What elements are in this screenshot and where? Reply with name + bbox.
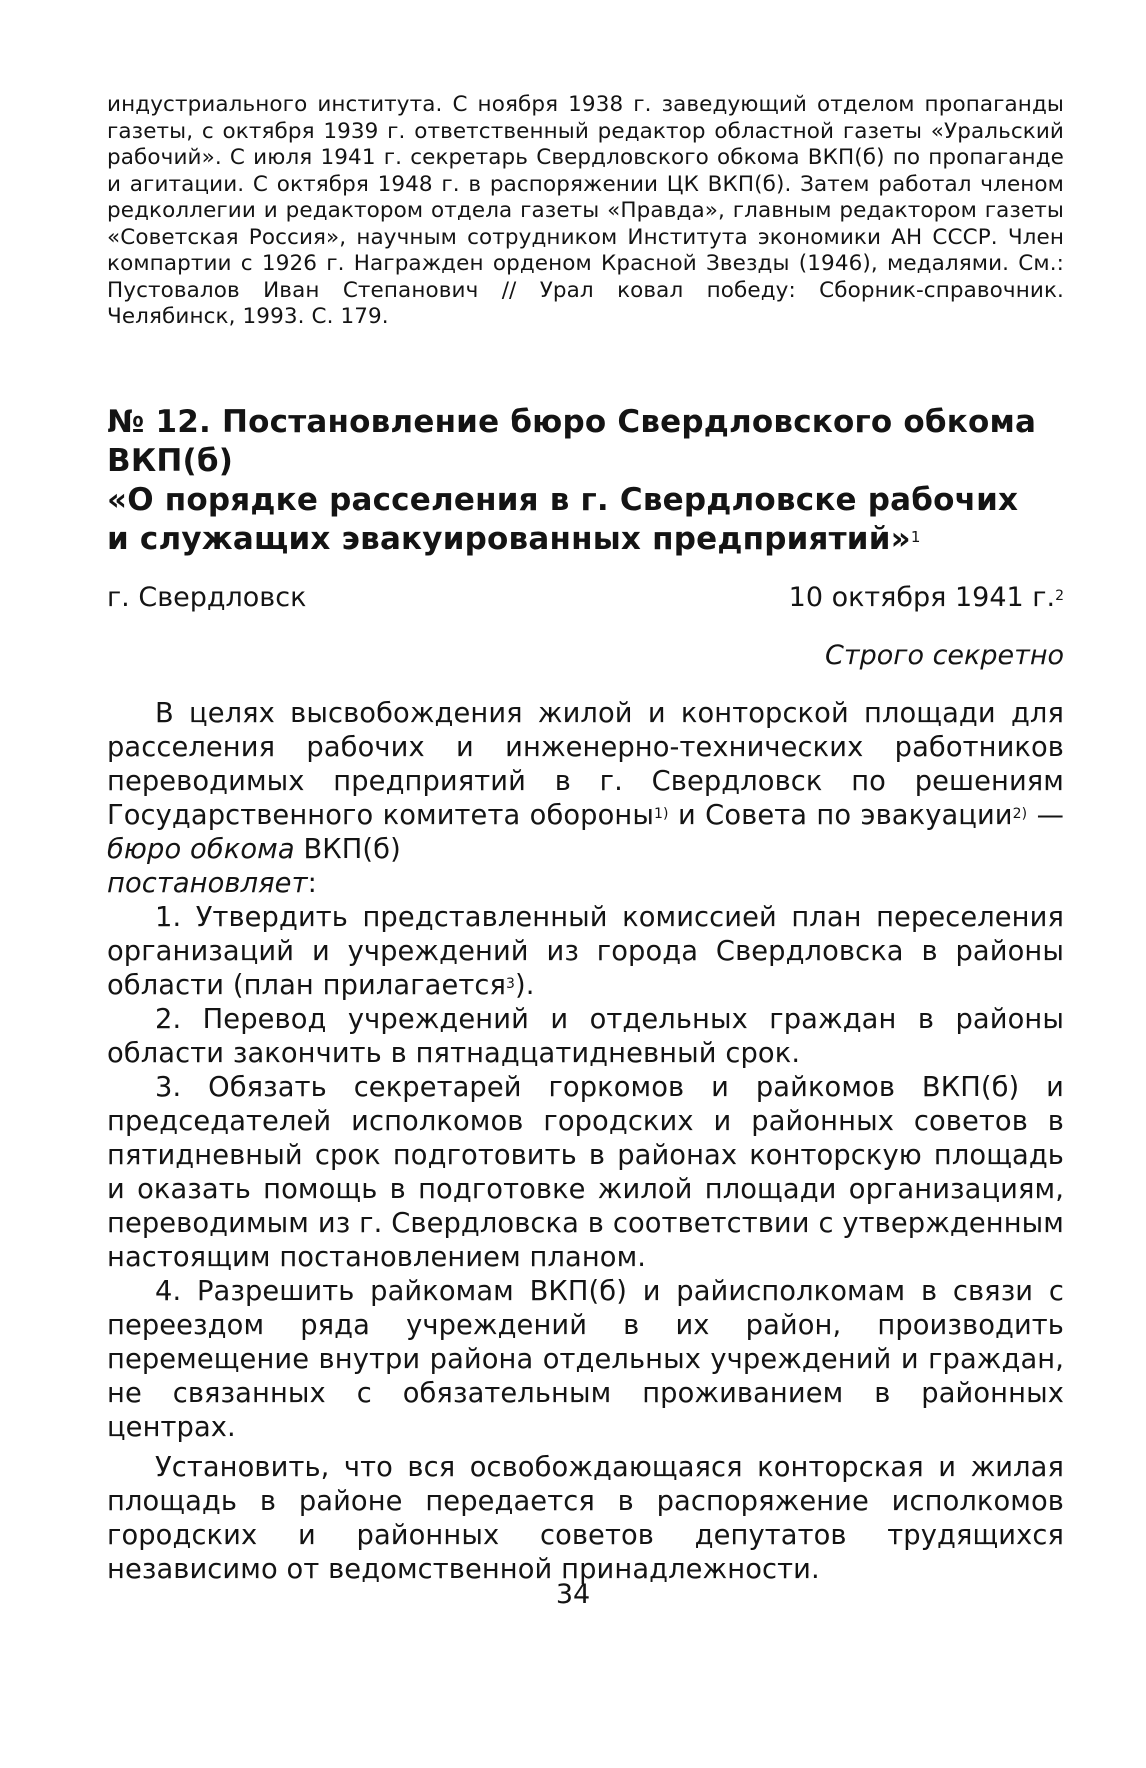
title-line-1: № 12. Постановление бюро Свердловского обкома ВКП(б)	[107, 403, 1037, 479]
final-paragraph: Установить, что вся освобождающаяся конторская и жилая площадь в районе передается в распоряжение исполкомов городских и районных советов депутатов трудящихся независимо от ведомственной принадлежности.	[107, 1451, 1064, 1585]
title-footnote-mark: 1	[910, 527, 921, 546]
document-place: г. Свердловск	[107, 581, 307, 613]
page-content	[107, 92, 1064, 1587]
item-3: 3. Обязать секретарей горкомов и райкомов ВКП(б) и председателей исполкомов городских и районных советов в пятидневный срок подготовить в районах конторскую площадь и оказать помощь в подготовке жилой площади организациям, переводимым из г. Свердловска в соответствии с утвержденным настоящим постановлением планом.	[107, 1071, 1064, 1273]
item-4: 4. Разрешить райкомам ВКП(б) и райисполкомам в связи с переездом ряда учреждений в их район, производить перемещение внутри района отдельных учреждений и граждан, не связанных с обязательным проживанием в районных центрах.	[107, 1275, 1064, 1443]
preamble-text-a: В целях высвобождения жилой и конторской площади для расселения рабочих и инженерно-технических работников переводимых предприятий в г. Свердловск по решениям Государственного комитета обороны	[107, 697, 1064, 831]
document-date-wrap	[789, 581, 1064, 615]
item-1-note-mark: 3	[506, 975, 516, 992]
note-1-mark: 1)	[654, 805, 669, 822]
document-body	[107, 697, 1064, 1587]
item-1-text-b: ).	[515, 969, 535, 1001]
footnote-continuation	[107, 92, 1064, 331]
title-line-3: и служащих эвакуированных предприятий»	[107, 520, 911, 557]
preamble-paragraph	[107, 697, 1064, 901]
classification-stamp: Строго секретно	[825, 639, 1064, 671]
title-line-2: «О порядке расселения в г. Свердловске рабочих	[107, 481, 1019, 518]
item-1-text-a: 1. Утвердить представленный комиссией план переселения организаций и учреждений из города Свердловска в районы области (план прилагается	[107, 901, 1064, 1001]
page-number: 34	[555, 1579, 591, 1610]
document-title	[107, 403, 1064, 559]
preamble-dash: —	[1027, 799, 1064, 831]
item-2: 2. Перевод учреждений и отдельных граждан в районы области закончить в пятнадцатидневный срок.	[107, 1003, 1064, 1069]
document-date: 10 октября 1941 г.	[788, 581, 1056, 613]
preamble-text-b: и Совета по эвакуации	[668, 799, 1013, 831]
preamble-party: ВКП(б)	[294, 833, 401, 865]
footnote-text: индустриального института. С ноября 1938 г. заведующий отделом пропаганды газеты, с октября 1939 г. ответственный редактор областной газеты «Уральский рабочий». С июля 1941 г. секретарь Свердловского обкома ВКП(б) по пропаганде и агитации. С октября 1948 г. в распоряжении ЦК ВКП(б). Затем работал членом редколлегии и редактором отдела газеты «Правда», главным редактором газеты «Советская Россия», научным сотрудником Института экономики АН СССР. Член компартии с 1926 г. Награжден орденом Красной Звезды (1946), медалями. См.: Пустовалов Иван Степанович // Урал ковал победу: Сборник-справочник. Челябинск, 1993. С. 179.	[107, 92, 1064, 329]
note-2-mark: 2)	[1012, 805, 1028, 822]
date-footnote-mark: 2	[1055, 587, 1064, 604]
preamble-colon: :	[307, 867, 317, 899]
place-date-line	[107, 581, 1064, 615]
item-1	[107, 901, 1064, 1003]
preamble-bureau: бюро обкома	[107, 833, 295, 865]
preamble-resolves: постановляет	[107, 867, 308, 899]
